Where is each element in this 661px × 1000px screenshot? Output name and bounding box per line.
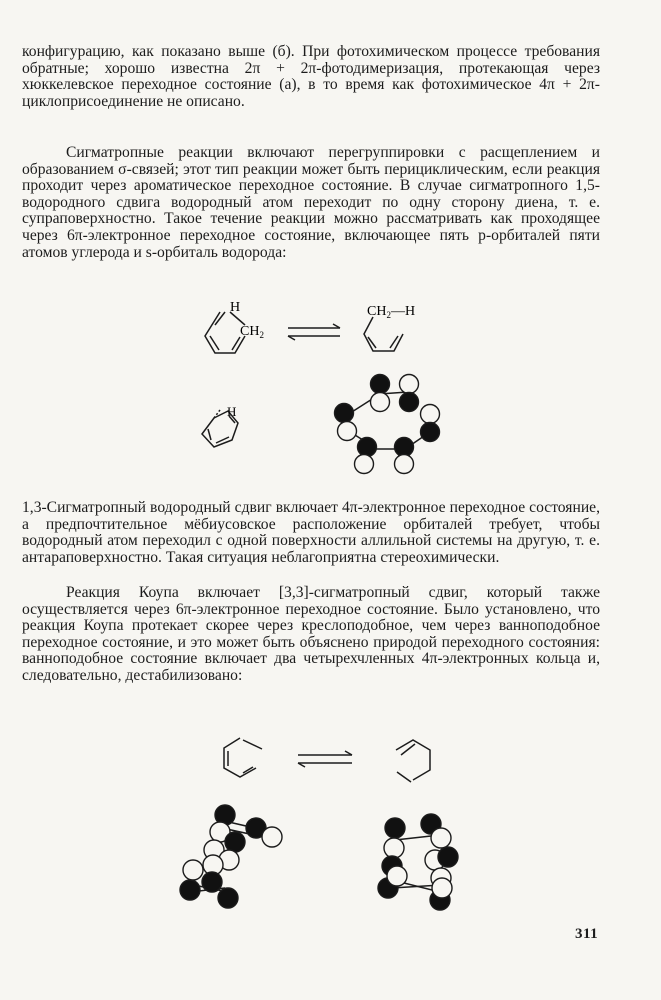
right-ch2-h-label: $CH_2—H$ — [367, 304, 416, 320]
figure-1-5-hydrogen-shift — [0, 292, 661, 487]
left-h-label: H — [230, 300, 241, 315]
boat-ts-lobes — [378, 814, 458, 910]
left-diene-structure — [205, 312, 245, 353]
page-number: 311 — [575, 926, 599, 942]
ts-h-label: H — [227, 404, 237, 419]
figure-cope-rearrangement — [0, 720, 661, 920]
equilibrium-arrows-2 — [298, 751, 352, 767]
hexadiene-left — [224, 738, 262, 777]
left-ch2-label: $CH_2$ — [240, 324, 264, 340]
paragraph-sigmatropic-intro: Сигматропные реакции включают перегруппировки с расщеплением и образованием σ-связей; этот тип реакции может быть перициклическим, если реакция проходит через ароматическое переходное состояние. В случае сигматропного 1,5-водородного сдвига водородный атом переходит по одну сторону диена, т. е. супраповерхностно. Такое течение реакции можно рассматривать как проходящее через 6π-электронное переходное состояние, включающее пять p-орбиталей пяти атомов углерода и s-орбиталь водорода: — [22, 144, 600, 261]
paragraph-1-3-shift: 1,3-Сигматропный водородный сдвиг включает 4π-электронное переходное состояние, а предпочтительное мёбиусовское расположение орбиталей требует, чтобы водородный атом переходил с одной поверхности аллильной системы на другую, т. е. антараповерхностно. Такая ситуация неблагоприятна стереохимически. — [22, 499, 600, 566]
orbital-lobes — [335, 375, 440, 474]
paragraph-cope-reaction: Реакция Коупа включает [3,3]-сигматропный сдвиг, который также осуществляется через 6π-электронное переходное состояние. Было установлено, что реакция Коупа протекает скорее через креслоподобное, чем через ванноподобное переходное состояние, и это может быть объяснено природой переходного состояния: ванноподобное состояние включает два четырехчленных 4π-электронных кольца и, следовательно, дестабилизовано: — [22, 584, 600, 684]
hexadiene-right — [396, 740, 430, 782]
right-diene-structure — [364, 317, 403, 351]
paragraph-continuation: конфигурацию, как показано выше (б). При фотохимическом процессе требования обратные; хорошо известна 2π + 2π-фотодимеризация, протекающая через хюккелевское переходное состояние (а), в то время как фотохимическое 4π + 2π-циклоприсоединение не описано. — [22, 43, 600, 110]
equilibrium-arrows-1 — [288, 324, 340, 340]
chair-ts-lobes — [180, 805, 282, 908]
